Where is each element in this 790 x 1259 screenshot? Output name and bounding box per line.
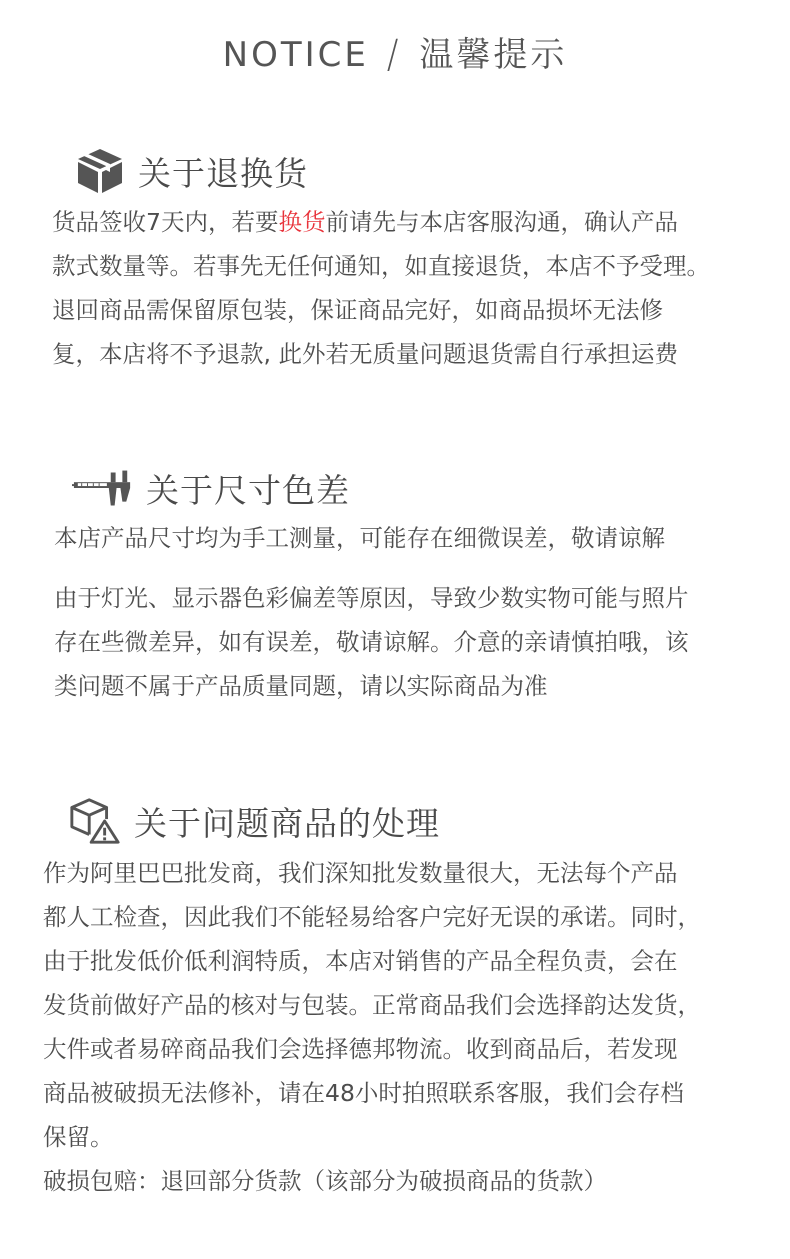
size-line-4: 类问题不属于产品质量同题，请以实际商品为准: [54, 672, 548, 700]
section-returns-text: [52, 200, 710, 376]
size-line-1: 本店产品尺寸均为手工测量，可能存在细微误差，敬请谅解: [54, 524, 665, 552]
defective-line-6: 商品被破损无法修补，请在48小时拍照联系客服，我们会存档: [43, 1079, 684, 1107]
defective-line-5: 大件或者易碎商品我们会选择德邦物流。收到商品后，若发现: [43, 1035, 678, 1063]
size-line-3: 存在些微差异，如有误差，敬请谅解。介意的亲请慎拍哦，该: [54, 628, 689, 656]
returns-highlight: 换货: [278, 208, 326, 236]
caliper-icon: [72, 462, 134, 514]
defective-line-2: 都人工检查，因此我们不能轻易给客户完好无误的承诺。同时，: [43, 903, 701, 931]
section-size-title: 关于尺寸色差: [146, 470, 350, 510]
notice-header: [0, 30, 790, 80]
section-defective-heading: [68, 795, 440, 847]
box-icon: [74, 145, 126, 197]
header-title-cn: 温馨提示: [419, 35, 568, 75]
section-defective-text: [43, 851, 701, 1203]
defective-line-7: 保留。: [43, 1123, 114, 1151]
header-separator: /: [386, 32, 402, 78]
section-returns-title: 关于退换货: [138, 153, 308, 193]
box-warning-icon: [68, 795, 122, 847]
defective-line-4: 发货前做好产品的核对与包装。正常商品我们会选择韵达发货，: [43, 991, 701, 1019]
defective-line-8: 破损包赔：退回部分货款（该部分为破损商品的货款）: [43, 1167, 607, 1195]
returns-line-1-a: 货品签收7天内，若要: [52, 208, 279, 236]
size-line-2: 由于灯光、显示器色彩偏差等原因，导致少数实物可能与照片: [54, 584, 689, 612]
returns-line-1-b: 前请先与本店客服沟通，确认产品: [325, 208, 678, 236]
section-size-heading: [72, 462, 350, 514]
returns-line-2: 款式数量等。若事先无任何通知，如直接退货，本店不予受理。: [52, 252, 710, 280]
defective-line-3: 由于批发低价低利润特质，本店对销售的产品全程负责，会在: [43, 947, 678, 975]
header-title-en: NOTICE: [222, 35, 369, 75]
defective-line-1: 作为阿里巴巴批发商，我们深知批发数量很大，无法每个产品: [43, 859, 678, 887]
returns-line-3: 退回商品需保留原包装，保证商品完好，如商品损坏无法修: [52, 296, 663, 324]
returns-line-1: [52, 200, 710, 244]
returns-line-4: 复，本店将不予退款, 此外若无质量问题退货需自行承担运费: [52, 340, 678, 368]
section-size-text: [54, 576, 689, 708]
section-defective-title: 关于问题商品的处理: [134, 803, 440, 843]
section-returns-heading: [74, 145, 308, 197]
